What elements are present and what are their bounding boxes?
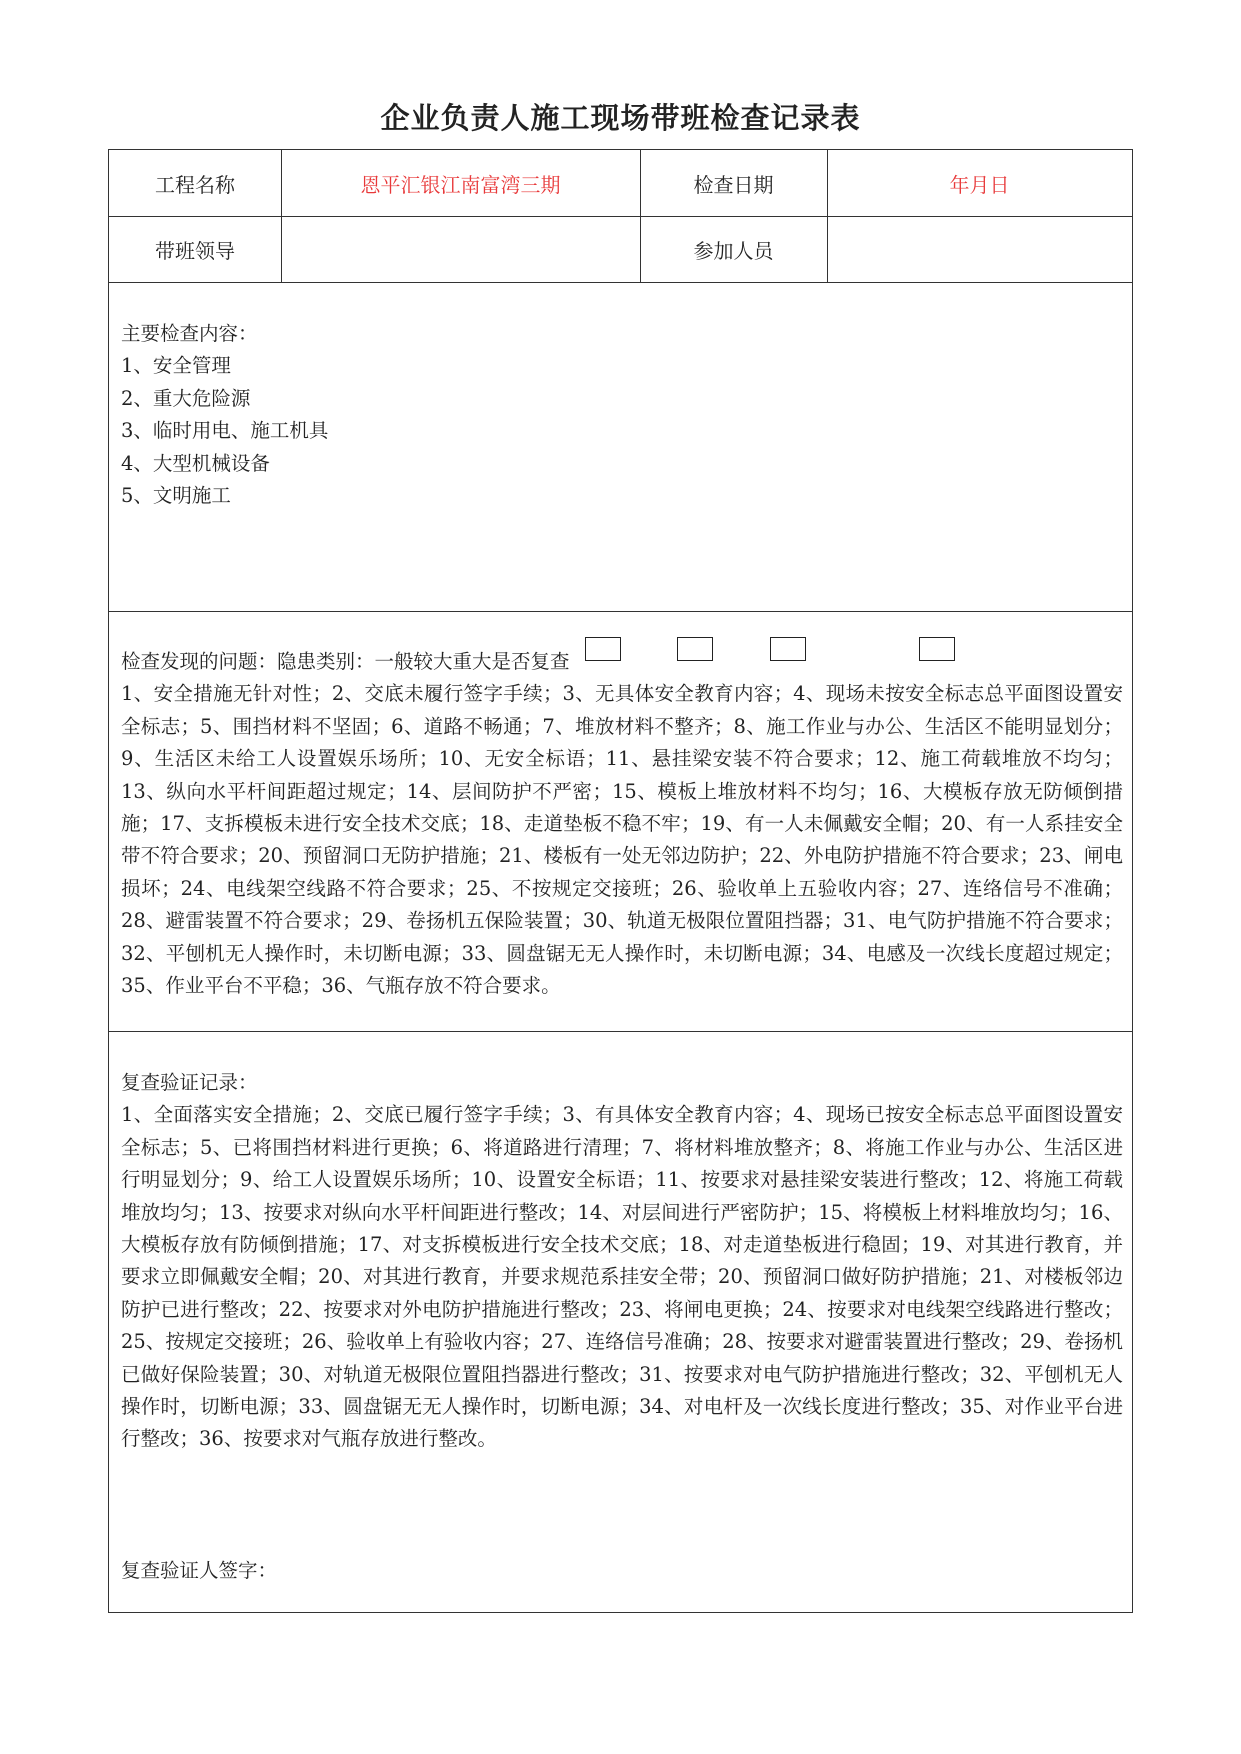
shift-leader-value	[281, 216, 640, 282]
shift-leader-label: 带班领导	[155, 238, 235, 263]
section-divider	[109, 1031, 1132, 1032]
main-content-heading: 主要检查内容：	[121, 322, 258, 345]
participants-label: 参加人员	[693, 238, 774, 263]
review-text: 1、全面落实安全措施；2、交底已履行签字手续；3、有具体安全教育内容；4、现场已按安全标志总平面图设置安全标志；5、已将围挡材料进行更换；6、将道路进行清理；7、将材料堆放整齐；8、将施工作业与办公、生活区进行明显划分；9、给工人设置娱乐场所；10、设置安全标语；11、按要求对悬挂梁安装进行整改；12、将施工荷载堆放均匀；13、按要求对纵向水平杆间距进行整改；14、对层间进行严密防护；15、将模板上材料堆放均匀；16、大模板存放有防倾倒措施；17、对支拆模板进行安全技术交底；18、对走道垫板进行稳固；19、对其进行教育，并要求立即佩戴安全帽；20、对其进行教育，并要求规范系挂安全带；20、预留洞口做好防护措施；21、对楼板邻边防护已进行整改；22、按要求对外电防护措施进行整改；23、将闸电更换；24、按要求对电线架空线路进行整改；25、按规定交接班；26、验收单上有验收内容；27、连络信号准确；28、按要求对避雷装置进行整改；29、卷扬机已做好保险装置；30、对轨道无极限位置阻挡器进行整改；31、按要求对电气防护措施进行整改；32、平刨机无人操作时，切断电源；33、圆盘锯无无人操作时，切断电源；34、对电杆及一次线长度进行整改；35、对作业平台进行整改；36、按要求对气瓶存放进行整改。	[121, 1103, 1123, 1451]
participants-value	[827, 216, 1132, 282]
document-title: 企业负责人施工现场带班检查记录表	[380, 101, 861, 135]
checkbox-general[interactable]	[585, 637, 621, 661]
inspection-form	[108, 149, 1133, 1613]
problems-section	[121, 646, 1123, 1002]
content-item: 1、安全管理	[121, 354, 231, 378]
content-item: 3、临时用电、施工机具	[121, 419, 329, 443]
inspection-date-label: 检查日期	[693, 172, 774, 197]
checkbox-major[interactable]	[677, 637, 713, 661]
content-item: 5、文明施工	[121, 484, 231, 508]
review-section	[121, 1067, 1123, 1456]
review-heading: 复查验证记录：	[121, 1071, 258, 1094]
checkbox-serious[interactable]	[770, 637, 806, 661]
content-item: 2、重大危险源	[121, 386, 251, 410]
project-name-label: 工程名称	[155, 172, 235, 197]
problems-heading: 检查发现的问题：隐患类别：一般较大重大是否复查	[121, 650, 570, 673]
row-divider	[109, 282, 1132, 283]
inspection-date-value: 年月日	[949, 172, 1010, 197]
main-content-section	[121, 318, 1123, 512]
section-divider	[109, 611, 1132, 612]
problems-text: 1、安全措施无针对性；2、交底未履行签字手续；3、无具体安全教育内容；4、现场未按安全标志总平面图设置安全标志；5、围挡材料不坚固；6、道路不畅通；7、堆放材料不整齐；8、施工作业与办公、生活区不能明显划分；9、生活区未给工人设置娱乐场所；10、无安全标语；11、悬挂梁安装不符合要求；12、施工荷载堆放不均匀；13、纵向水平杆间距超过规定；14、层间防护不严密；15、模板上堆放材料不均匀；16、大模板存放无防倾倒措施；17、支拆模板未进行安全技术交底；18、走道垫板不稳不牢；19、有一人未佩戴安全帽；20、有一人系挂安全带不符合要求；20、预留洞口无防护措施；21、楼板有一处无邻边防护；22、外电防护措施不符合要求；23、闸电损坏；24、电线架空线路不符合要求；25、不按规定交接班；26、验收单上五验收内容；27、连络信号不准确；28、避雷装置不符合要求；29、卷扬机五保险装置；30、轨道无极限位置阻挡器；31、电气防护措施不符合要求；32、平刨机无人操作时，未切断电源；33、圆盘锯无无人操作时，未切断电源；34、电感及一次线长度超过规定；35、作业平台不平稳；36、气瓶存放不符合要求。	[121, 682, 1123, 998]
content-item: 4、大型机械设备	[121, 451, 270, 475]
checkbox-recheck[interactable]	[919, 637, 955, 661]
signature-label: 复查验证人签字：	[121, 1559, 278, 1582]
project-name-value: 恩平汇银江南富湾三期	[360, 172, 561, 197]
